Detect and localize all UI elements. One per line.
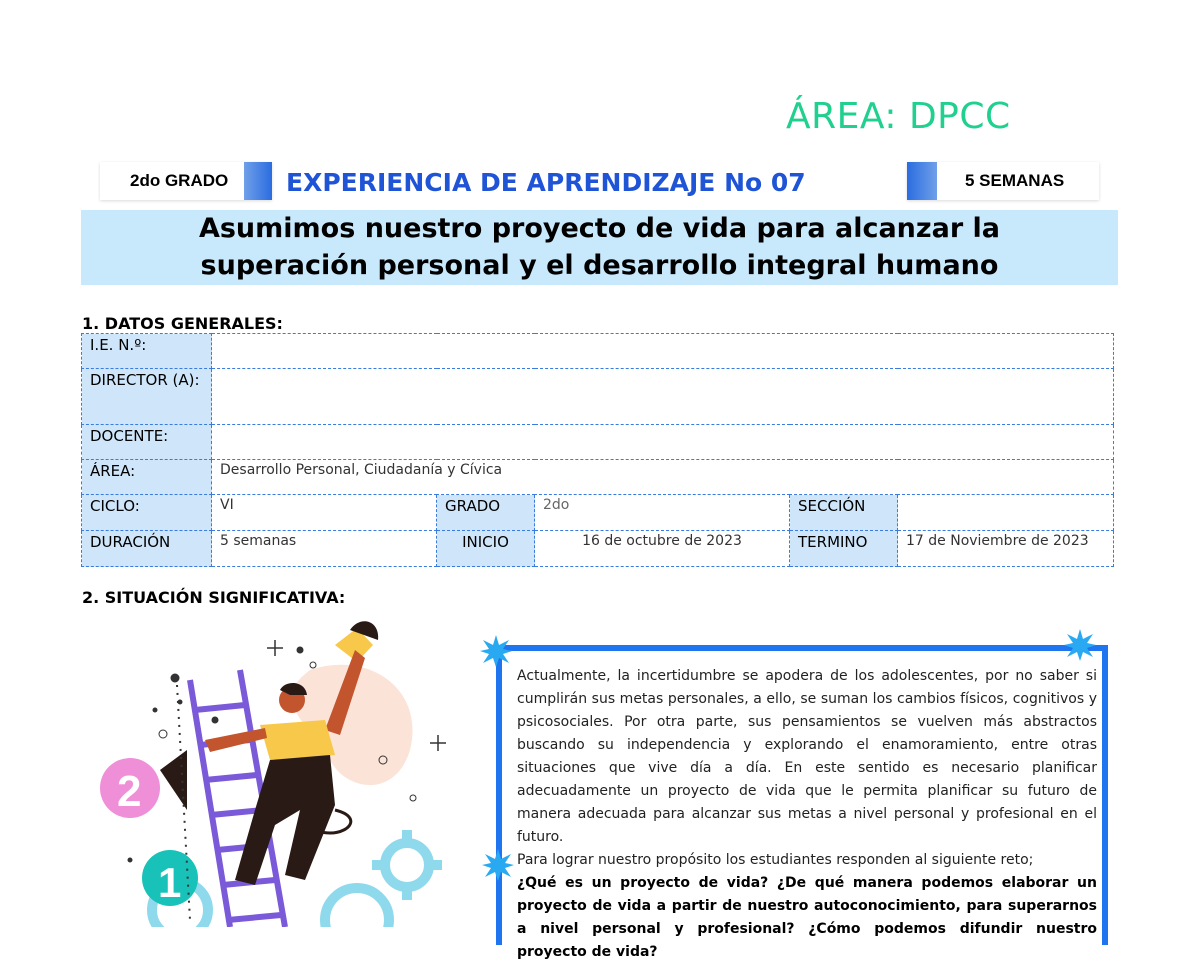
table-row bbox=[82, 495, 1114, 531]
datos-generales-table bbox=[81, 333, 1114, 567]
director-label: DIRECTOR (A): bbox=[82, 369, 212, 425]
star-icon bbox=[479, 634, 513, 668]
weeks-badge bbox=[907, 162, 1099, 200]
duracion-label: DURACIÓN bbox=[82, 531, 212, 567]
number-1-text: 1 bbox=[158, 859, 182, 906]
docente-value[interactable] bbox=[212, 425, 1114, 460]
area-value: Desarrollo Personal, Ciudadanía y Cívica bbox=[212, 460, 1114, 495]
main-title bbox=[81, 210, 1118, 285]
termino-label: TERMINO bbox=[790, 531, 898, 567]
ie-label: I.E. N.º: bbox=[82, 334, 212, 369]
number-2-shadow bbox=[160, 750, 187, 810]
weeks-badge-label: 5 SEMANAS bbox=[965, 171, 1065, 190]
main-title-line-2: superación personal y el desarrollo integral humano bbox=[200, 250, 999, 281]
reto-question: ¿Qué es un proyecto de vida? ¿De qué manera podemos elaborar un proyecto de vida a partir de nuestro autoconocimiento, para superarnos a nivel personal y profesional? ¿Cómo podemos difundir nuestro proyecto de vida? bbox=[517, 875, 1097, 960]
weeks-badge-bar bbox=[907, 162, 937, 200]
number-2-text: 2 bbox=[117, 767, 142, 816]
grade-badge-label: 2do GRADO bbox=[130, 171, 229, 190]
situacion-paragraph: Actualmente, la incertidumbre se apodera de los adolescentes, por no saber si cumplirán sus metas personales, a ello, se suman los cambios físicos, cognitivos y psicosociales. Por otra parte, sus pensamientos se vuelven más abstractos buscando su independencia y explorando el enamoramiento, entre otras situaciones que vive día a día. En este sentido es necesario planificar adecuadamente un proyecto de vida que le permita planificar su futuro de manera adecuada para alcanzar sus metas a nivel personal y profesional en el futuro. bbox=[517, 668, 1097, 845]
grado-label: GRADO bbox=[437, 495, 535, 531]
ciclo-value: VI bbox=[212, 495, 437, 531]
grade-badge bbox=[100, 162, 272, 200]
duracion-value: 5 semanas bbox=[212, 531, 437, 567]
table-row bbox=[82, 425, 1114, 460]
area-label: ÁREA: bbox=[82, 460, 212, 495]
ladder-illustration bbox=[95, 610, 465, 927]
reto-intro: Para lograr nuestro propósito los estudiantes responden al siguiente reto; bbox=[517, 852, 1034, 868]
section-heading-datos: 1. DATOS GENERALES: bbox=[82, 314, 283, 333]
area-title: ÁREA: DPCC bbox=[786, 96, 1011, 137]
director-value[interactable] bbox=[212, 369, 1114, 425]
inicio-label: INICIO bbox=[437, 531, 535, 567]
seccion-label: SECCIÓN bbox=[790, 495, 898, 531]
grado-value: 2do bbox=[535, 495, 790, 531]
seccion-value[interactable] bbox=[898, 495, 1114, 531]
experience-title: EXPERIENCIA DE APRENDIZAJE No 07 bbox=[286, 168, 806, 197]
main-title-line-1: Asumimos nuestro proyecto de vida para alcanzar la bbox=[198, 213, 1001, 244]
ie-value[interactable] bbox=[212, 334, 1114, 369]
table-row bbox=[82, 369, 1114, 425]
table-row bbox=[82, 334, 1114, 369]
section-heading-situacion: 2. SITUACIÓN SIGNIFICATIVA: bbox=[82, 588, 346, 607]
grade-badge-bar bbox=[244, 162, 272, 200]
star-icon bbox=[481, 848, 515, 882]
docente-label: DOCENTE: bbox=[82, 425, 212, 460]
table-row bbox=[82, 460, 1114, 495]
ciclo-label: CICLO: bbox=[82, 495, 212, 531]
gear-teeth bbox=[372, 830, 442, 900]
situacion-text bbox=[517, 665, 1097, 964]
table-row bbox=[82, 531, 1114, 567]
star-icon bbox=[1063, 628, 1097, 662]
termino-value: 17 de Noviembre de 2023 bbox=[898, 531, 1114, 567]
inicio-value: 16 de octubre de 2023 bbox=[535, 531, 790, 567]
